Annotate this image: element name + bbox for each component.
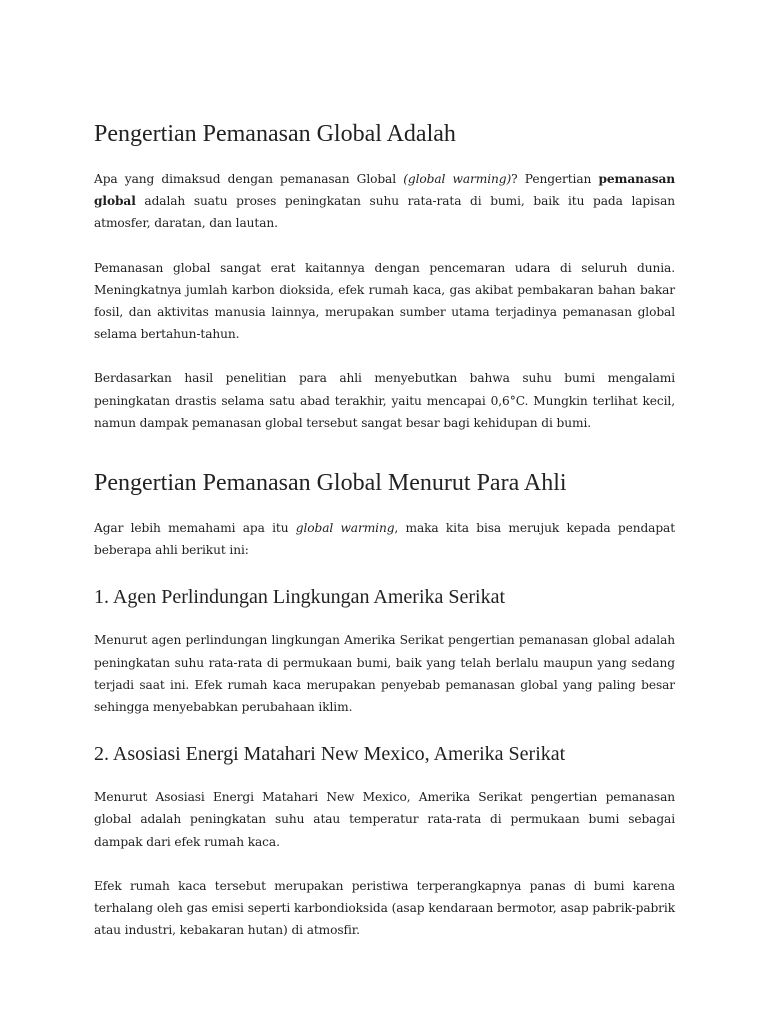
term-global-warming: (global warming) <box>403 172 512 186</box>
paragraph-penelitian: Berdasarkan hasil penelitian para ahli menyebutkan bahwa suhu bumi mengalami peningkatan drastis selama satu abad terakhir, yaitu mencapai 0,6°C. Mungkin terlihat kecil, namun dampak pemanasan global tersebut sangat besar bagi kehidupan di bumi. <box>94 371 675 430</box>
paragraph-asosiasi-energi: Menurut Asosiasi Energi Matahari New Mexico, Amerika Serikat pengertian pemanasan global adalah peningkatan suhu atau temperatur rata-rata di permukaan bumi sebagai dampak dari efek rumah kaca. <box>94 790 675 849</box>
term-global-warming-2: global warming <box>295 521 395 536</box>
paragraph-intro-ahli-text-a: Agar lebih memahami apa itu <box>94 521 296 536</box>
subheading-agen-perlindungan: 1. Agen Perlindungan Lingkungan Amerika Serikat <box>94 586 506 609</box>
paragraph-intro-ahli <box>94 517 675 561</box>
paragraph-definition <box>94 168 675 235</box>
paragraph-intro-ahli-text-c: , maka kita bisa merujuk kepada pendapat beberapa ahli berikut ini: <box>94 521 675 558</box>
paragraph-definition-text-c: ? Pengertian <box>511 172 599 186</box>
paragraph-agen-perlindungan: Menurut agen perlindungan lingkungan Amerika Serikat pengertian pemanasan global adalah peningkatan suhu rata-rata di permukaan bumi, baik yang telah berlalu maupun yang sedang terjadi saat ini. Efek rumah kaca merupakan penyebab pemanasan global yang paling besar sehingga menyebabkan perubahaan iklim. <box>94 633 675 715</box>
heading-pengertian-pemanasan-global: Pengertian Pemanasan Global Adalah <box>94 121 456 147</box>
paragraph-efek-rumah-kaca: Efek rumah kaca tersebut merupakan peristiwa terperangkapnya panas di bumi karena terhalang oleh gas emisi seperti karbondioksida (asap kendaraan bermotor, asap pabrik-pabrik atau industri, kebakaran hutan) di atmosfir. <box>94 878 675 938</box>
paragraph-pencemaran: Pemanasan global sangat erat kaitannya dengan pencemaran udara di seluruh dunia. Meningkatnya jumlah karbon dioksida, efek rumah kaca, gas akibat pembakaran bahan bakar fosil, dan aktivitas manusia lainnya, merupakan sumber utama terjadinya pemanasan global selama bertahun-tahun. <box>94 260 675 342</box>
paragraph-definition-text-a: Apa yang dimaksud dengan pemanasan Global <box>94 172 404 186</box>
document-page <box>94 118 675 963</box>
paragraph-definition-text-e: adalah suatu proses peningkatan suhu rata-rata di bumi, baik itu pada lapisan atmosfer, daratan, dan lautan. <box>94 194 675 231</box>
subheading-asosiasi-energi: 2. Asosiasi Energi Matahari New Mexico, Amerika Serikat <box>94 743 566 766</box>
term-pemanasan-global: pemanasan global <box>94 172 676 209</box>
heading-menurut-para-ahli: Pengertian Pemanasan Global Menurut Para Ahli <box>94 470 567 497</box>
